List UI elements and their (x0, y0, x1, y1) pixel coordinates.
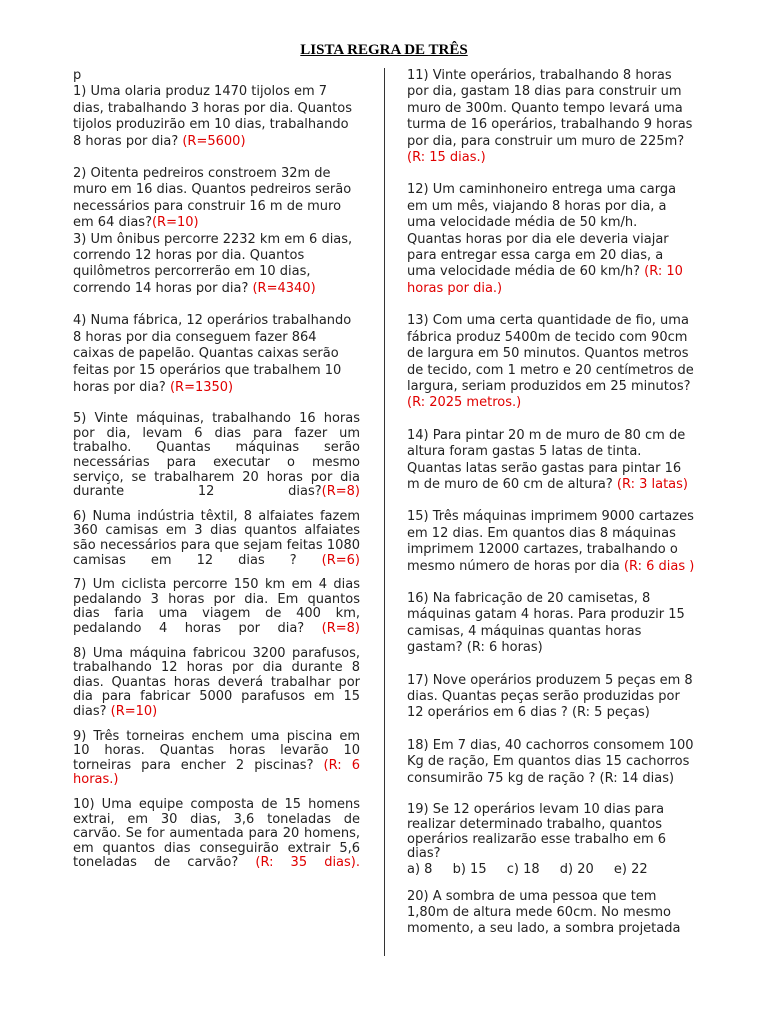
answer: (R: 35 dias). (255, 855, 360, 871)
question-text: 6) Numa indústria têxtil, 8 alfaiates fazem 360 camisas em 3 dias quantos alfaiates são necessários para que sejam feitas 1080 camisas em 12 dias ? (73, 508, 360, 568)
question-text: 10) Uma equipe composta de 15 homens extrai, em 30 dias, 3,6 toneladas de carvão. Se for aumentada para 20 homens, em quantos dias conseguirão extrair 5,6 toneladas de carvão? (73, 796, 360, 871)
right-column (407, 68, 695, 938)
column-divider (384, 68, 385, 956)
question-text: 5) Vinte máquinas, trabalhando 16 horas por dia, levam 6 dias para fazer um trabalho. Quantas máquinas serão necessárias para executar o mesmo serviço, se trabalharem 20 horas por dia durante 12 dias? (73, 411, 360, 500)
left-column (73, 68, 360, 871)
question-10 (73, 798, 360, 871)
question-15 (407, 509, 695, 575)
answer: (R=8) (321, 484, 360, 500)
question-14 (407, 428, 695, 494)
question-16: 16) Na fabricação de 20 camisetas, 8 máquinas gatam 4 horas. Para produzir 15 camisas, 4 máquinas quantas horas gastam? (R: 6 horas) (407, 590, 685, 656)
question-1 (73, 84, 360, 150)
question-text: 4) Numa fábrica, 12 operários trabalhando 8 horas por dia conseguem fazer 864 caixas de papelão. Quantas caixas serão feitas por 15 operários que trabalhem 10 horas por dia? (73, 313, 352, 395)
question-8 (73, 647, 360, 720)
answer: (R: 2025 metros.) (407, 395, 522, 411)
answer: (R=8) (321, 620, 360, 636)
question-text: 12) Um caminhoneiro entrega uma carga em um mês, viajando 8 horas por dia, a uma velocidade média de 50 km/h. Quantas horas por dia ele deveria viajar para entregar essa carga em 20 dias, a uma velocidade média de 60 km/h? (407, 182, 677, 280)
question-18: 18) Em 7 dias, 40 cachorros consomem 100 Kg de ração, Em quantos dias 15 cachorros consumirão 75 kg de ração ? (R: 14 dias) (407, 737, 694, 786)
question-text: 11) Vinte operários, trabalhando 8 horas por dia, gastam 18 dias para construir um muro de 300m. Quanto tempo levará uma turma de 16 operários, trabalhando 9 horas por dia, para construir um muro de 225m? (407, 68, 693, 149)
answer: (R=6) (321, 552, 360, 568)
question-text: 8) Uma máquina fabricou 3200 parafusos, trabalhando 12 horas por dia durante 8 dias. Quantas horas deverá trabalhar por dia para fabricar 5000 parafusos em 15 dias? (73, 645, 360, 719)
answer: (R=10) (110, 703, 158, 719)
question-4 (73, 313, 360, 396)
question-11 (407, 68, 695, 166)
question-3 (73, 232, 360, 298)
question-2 (73, 166, 360, 232)
answer: (R=4340) (252, 280, 316, 296)
stray-text: p (73, 68, 82, 83)
answer: (R=10) (151, 215, 199, 231)
option-a: a) 8 (407, 862, 433, 878)
answer: (R=1350) (169, 379, 234, 395)
answer: (R: 6 horas.) (73, 757, 360, 788)
option-c: c) 18 (506, 862, 540, 878)
question-text: 9) Três torneiras enchem uma piscina em 10 horas. Quantas horas levarão 10 torneiras para encher 2 piscinas? (73, 728, 360, 773)
question-17: 17) Nove operários produzem 5 peças em 8 dias. Quantas peças serão produzidas por 12 operários em 6 dias ? (R: 5 peças) (407, 672, 693, 721)
question-text: 2) Oitenta pedreiros constroem 32m de muro em 16 dias. Quantos pedreiros serão necessários para construir 16 m de muro em 64 dias? (73, 166, 352, 231)
question-7 (73, 578, 360, 636)
answer: (R: 10 horas por dia.) (407, 264, 683, 296)
question-9 (73, 730, 360, 788)
option-e: e) 22 (613, 862, 648, 878)
answer: (R: 6 dias ) (623, 558, 695, 574)
question-text: 14) Para pintar 20 m de muro de 80 cm de altura foram gastas 5 latas de tinta. Quantas latas serão gastas para pintar 16 m de muro de 60 cm de altura? (407, 427, 686, 492)
question-20: 20) A sombra de uma pessoa que tem 1,80m de altura mede 60cm. No mesmo momento, a seu lado, a sombra projetada (407, 888, 681, 937)
question-6 (73, 510, 360, 568)
question-text: 13) Com uma certa quantidade de fio, uma fábrica produz 5400m de tecido com 90cm de largura em 50 minutos. Quantos metros de tecido, com 1 metro e 20 centímetros de largura, seriam produzidos em 25 minutos? (407, 313, 694, 394)
option-b: b) 15 (452, 862, 487, 878)
question-19: 19) Se 12 operários levam 10 dias para realizar determinado trabalho, quantos operários realizarão esse trabalho em 6 dias? (407, 802, 667, 862)
question-text: 1) Uma olaria produz 1470 tijolos em 7 dias, trabalhando 3 horas por dia. Quantos tijolos produzirão em 10 dias, trabalhando 8 horas por dia? (73, 84, 352, 149)
page-title: LISTA REGRA DE TRÊS (300, 42, 468, 58)
question-19-options (407, 862, 695, 878)
answer: (R=5600) (182, 133, 246, 149)
answer: (R: 15 dias.) (407, 150, 486, 166)
question-text: 3) Um ônibus percorre 2232 km em 6 dias, correndo 12 horas por dia. Quantos quilômetros percorrerão em 10 dias, correndo 14 horas por dia? (73, 231, 353, 296)
question-13 (407, 313, 695, 411)
question-5 (73, 412, 360, 500)
question-12 (407, 182, 695, 297)
question-text: 7) Um ciclista percorre 150 km em 4 dias pedalando 3 horas por dia. Em quantos dias faria uma viagem de 400 km, pedalando 4 horas por dia? (73, 577, 360, 636)
option-d: d) 20 (559, 862, 594, 878)
question-text: 15) Três máquinas imprimem 9000 cartazes em 12 dias. Em quantos dias 8 máquinas imprimem 12000 cartazes, trabalhando o mesmo número de horas por dia (407, 509, 694, 574)
answer: (R: 3 latas) (616, 476, 688, 492)
